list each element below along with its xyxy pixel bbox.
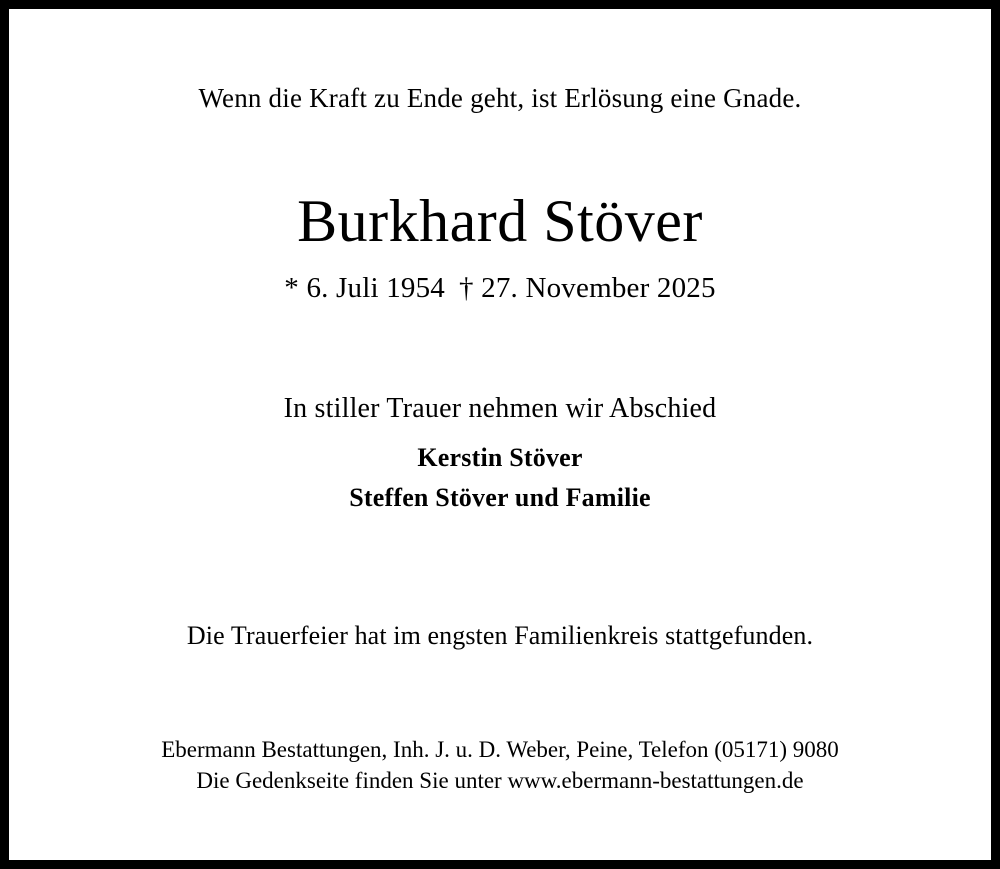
- life-dates: [284, 272, 715, 305]
- funeral-home-footer: [161, 734, 839, 796]
- mourning-intro: In stiller Trauer nehmen wir Abschied: [283, 393, 717, 425]
- deceased-name: Burkhard Stöver: [297, 188, 703, 255]
- mourner-name-1: Kerstin Stöver: [417, 443, 583, 473]
- mourner-name-2: Steffen Stöver und Familie: [349, 483, 651, 513]
- birth-date: * 6. Juli 1954: [284, 272, 445, 305]
- motto-text: Wenn die Kraft zu Ende geht, ist Erlösung eine Gnade.: [198, 83, 802, 113]
- funeral-home-contact: Ebermann Bestattungen, Inh. J. u. D. Weber, Peine, Telefon (05171) 9080: [161, 736, 839, 762]
- death-date: † 27. November 2025: [459, 272, 716, 305]
- memorial-page-link: Die Gedenkseite finden Sie unter www.ebermann-bestattungen.de: [196, 767, 804, 793]
- ceremony-note: Die Trauerfeier hat im engsten Familienkreis stattgefunden.: [186, 621, 814, 651]
